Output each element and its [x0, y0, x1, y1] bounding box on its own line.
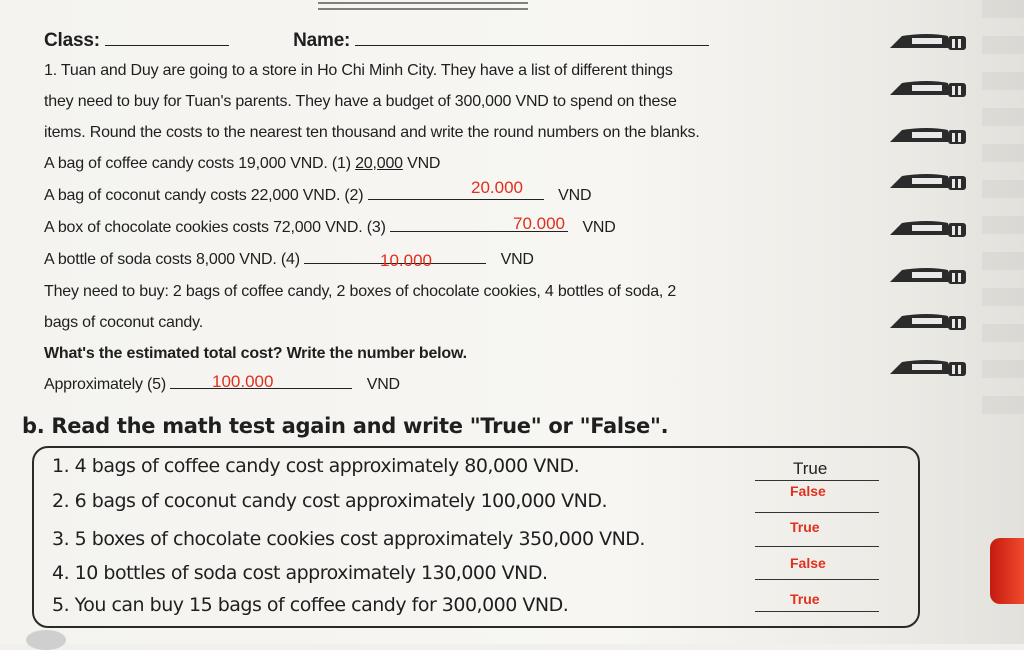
- name-field[interactable]: [355, 45, 709, 46]
- answer-blank-2[interactable]: [755, 512, 879, 513]
- item-soda: [44, 251, 534, 269]
- unit-label: VND: [407, 155, 441, 172]
- answer-4-handwritten-false: False: [790, 555, 826, 571]
- answer-1-printed-true: True: [793, 459, 828, 478]
- answer-5-handwritten-true: True: [790, 591, 820, 607]
- item-text: A bottle of soda costs 8,000 VND. (4): [44, 251, 300, 268]
- statement-4: 4. 10 bottles of soda cost approximately 130,000 VND.: [52, 562, 548, 584]
- tape-icon: [888, 30, 968, 52]
- tape-icon: [888, 264, 968, 286]
- answer-2-handwritten-false: False: [790, 483, 826, 499]
- unit-label: VND: [582, 219, 616, 236]
- statement-5: 5. You can buy 15 bags of coffee candy for 300,000 VND.: [52, 594, 569, 616]
- answer-blank-5[interactable]: [755, 611, 879, 612]
- q1-line-3: items. Round the costs to the nearest ten thousand and write the round numbers on the blanks.: [44, 124, 700, 141]
- answer-blank-1[interactable]: [755, 480, 879, 481]
- answer-2-handwritten: 20.000: [471, 178, 523, 197]
- red-page-tab: [990, 538, 1024, 604]
- item-text: A bag of coffee candy costs 19,000 VND. (1): [44, 155, 351, 172]
- answer-blank-3[interactable]: [755, 546, 879, 547]
- item-text: A box of chocolate cookies costs 72,000 VND. (3): [44, 219, 386, 236]
- statement-3: 3. 5 boxes of chocolate cookies cost approximately 350,000 VND.: [52, 528, 645, 550]
- q1-line-1: 1. Tuan and Duy are going to a store in Ho Chi Minh City. They have a list of different things: [44, 62, 673, 79]
- item-coffee-candy: [44, 155, 440, 173]
- tape-icon: [888, 217, 968, 239]
- tape-icon: [888, 77, 968, 99]
- answer-1-printed: 20,000: [355, 155, 403, 172]
- tape-icon: [888, 356, 968, 378]
- top-heading-remnant: [318, 2, 528, 10]
- page-edge-shadow: [982, 0, 1024, 420]
- tape-icon: [888, 124, 968, 146]
- item-text: A bag of coconut candy costs 22,000 VND. (2): [44, 187, 364, 204]
- tape-icon: [888, 170, 968, 192]
- answer-3-handwritten-true: True: [790, 519, 820, 535]
- unit-label: VND: [500, 251, 534, 268]
- class-name-header: [44, 30, 709, 52]
- answer-2-blank[interactable]: [368, 199, 544, 200]
- statement-1: 1. 4 bags of coffee candy cost approximately 80,000 VND.: [52, 455, 580, 477]
- need-line-1: They need to buy: 2 bags of coffee candy, 2 boxes of chocolate cookies, 4 bottles of soda, 2: [44, 283, 677, 300]
- estimate-question: What's the estimated total cost? Write the number below.: [44, 345, 467, 362]
- q1-line-2: they need to buy for Tuan's parents. They have a budget of 300,000 VND to spend on these: [44, 93, 677, 110]
- answer-4-handwritten: 10.000: [380, 251, 432, 270]
- answer-blank-4[interactable]: [755, 579, 879, 580]
- unit-label: VND: [366, 376, 400, 393]
- class-field[interactable]: [105, 45, 229, 46]
- unit-label: VND: [558, 187, 592, 204]
- class-label: Class:: [44, 30, 100, 51]
- answer-5-handwritten: 100.000: [212, 372, 274, 391]
- approx-label: Approximately (5): [44, 376, 166, 393]
- section-b-heading: b. Read the math test again and write "True" or "False".: [22, 414, 669, 438]
- tape-icon: [888, 310, 968, 332]
- name-label: Name:: [293, 30, 351, 51]
- corner-smudge: [26, 630, 66, 650]
- answer-3-handwritten: 70.000: [513, 214, 565, 233]
- statement-2: 2. 6 bags of coconut candy cost approximately 100,000 VND.: [52, 490, 608, 512]
- need-line-2: bags of coconut candy.: [44, 314, 203, 331]
